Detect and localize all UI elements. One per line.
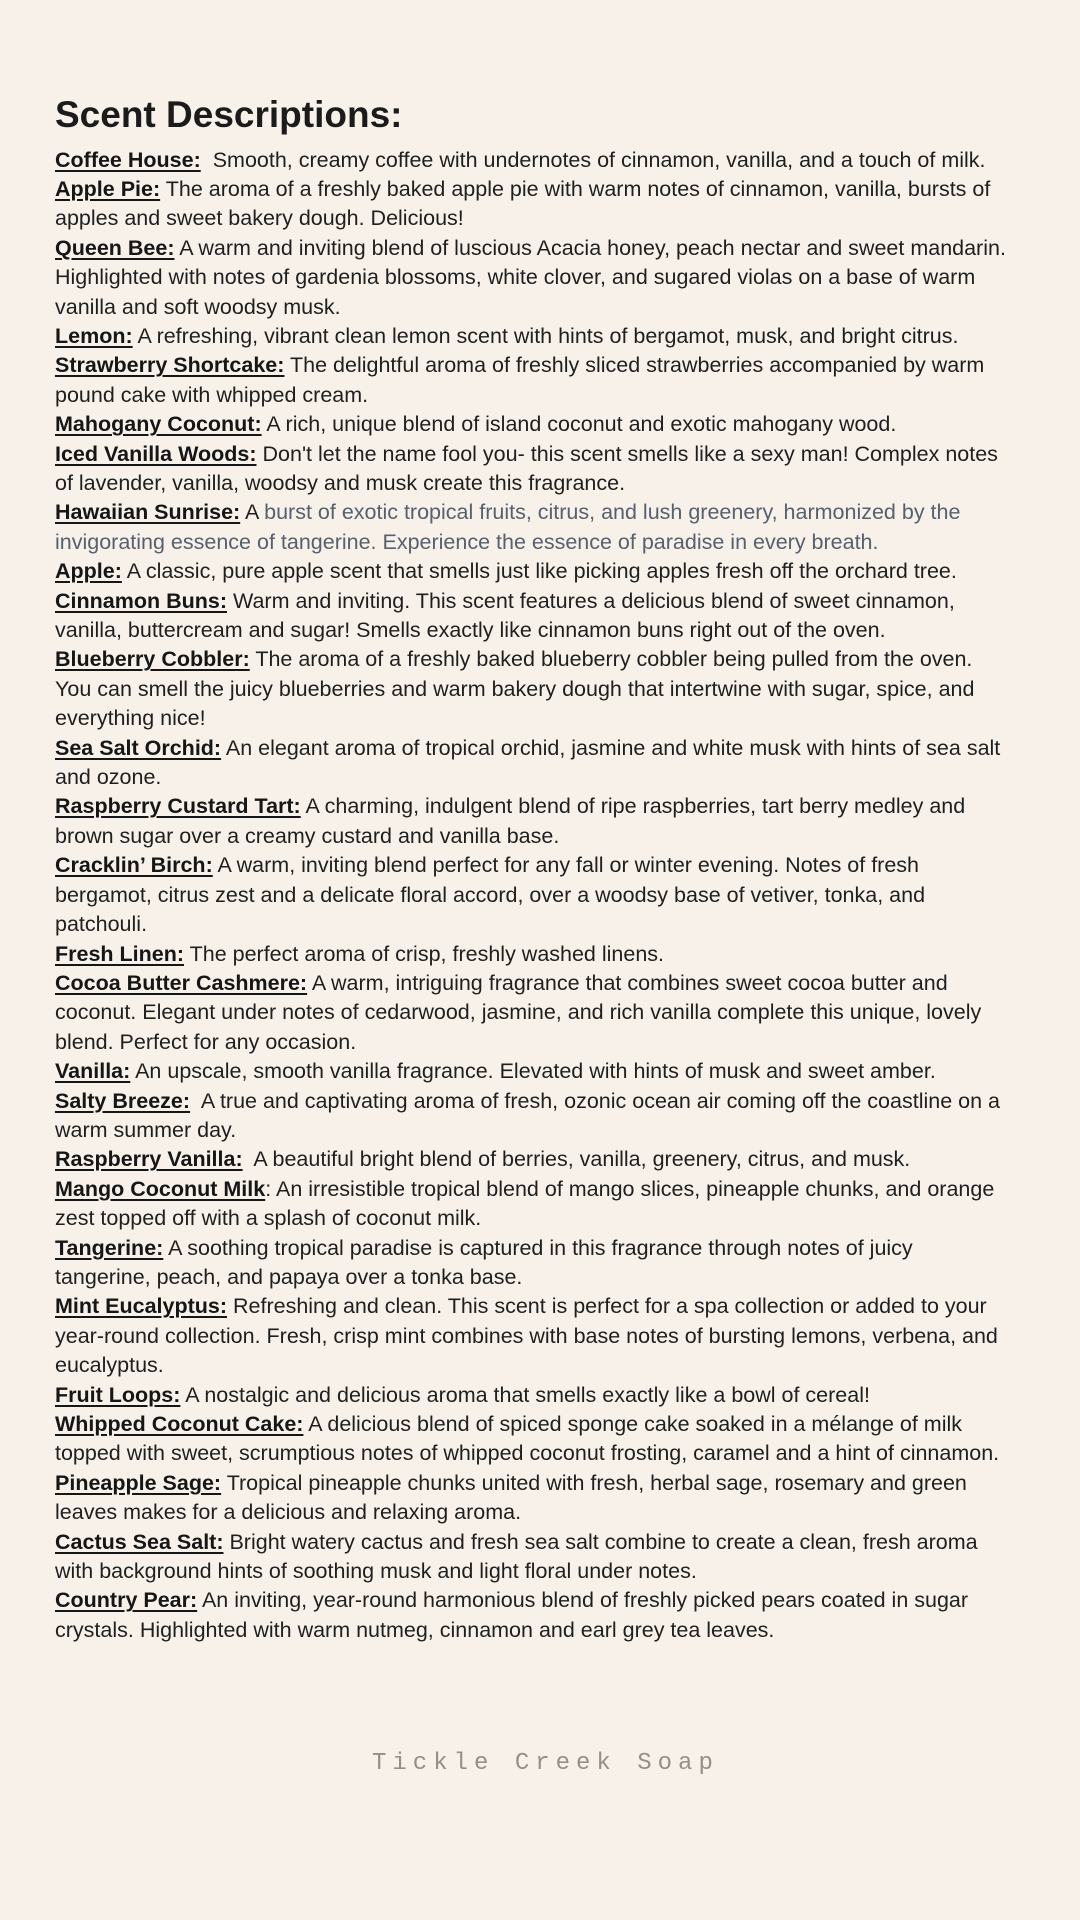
scent-entry — [55, 234, 1010, 322]
scent-description: burst of exotic tropical fruits, citrus, and lush greenery, harmonized by the invigorating essence of tangerine. Experience the essence of paradise in every breath. — [55, 500, 967, 554]
scent-description: An elegant aroma of tropical orchid, jasmine and white musk with hints of sea salt and ozone. — [55, 735, 1007, 790]
scent-entry — [55, 734, 1010, 793]
scent-description: Don't let the name fool you- this scent smells like a sexy man! Complex notes of lavender, vanilla, woodsy and musk create this fragrance. — [55, 441, 1004, 496]
scent-entry — [55, 1586, 1010, 1645]
scent-entry — [55, 322, 1010, 351]
scent-name: Fresh Linen: — [55, 941, 185, 966]
scent-entry — [55, 851, 1010, 939]
scent-description: A true and captivating aroma of fresh, ozonic ocean air coming off the coastline on a warm summer day. — [55, 1088, 1006, 1142]
scent-name: Hawaiian Sunrise: — [55, 500, 241, 525]
scent-entry — [55, 1410, 1010, 1469]
scent-name: Blueberry Cobbler: — [55, 647, 250, 672]
scent-entry — [55, 940, 1010, 969]
scent-name: Cinnamon Buns: — [55, 588, 227, 613]
scent-description: A warm, intriguing fragrance that combines sweet cocoa butter and coconut. Elegant under notes of cedarwood, jasmine, and rich vanilla complete this unique, lovely blend. Perfect for any occasion. — [55, 970, 988, 1054]
scent-entry — [55, 587, 1010, 646]
scent-name: Cocoa Butter Cashmere: — [55, 970, 308, 995]
scent-name: Mint Eucalyptus: — [55, 1294, 228, 1319]
scent-list — [55, 146, 1010, 1646]
scent-description: The aroma of a freshly baked apple pie with warm notes of cinnamon, vanilla, bursts of apples and sweet bakery dough. Delicious! — [55, 176, 997, 231]
scent-name: Mango Coconut Milk — [55, 1176, 266, 1201]
scent-entry: Mango Coconut Milk: An irresistible tropical blend of mango slices, pineapple chunks, and orange zest topped off with a splash of coconut milk. — [55, 1176, 1001, 1231]
scent-name: Tangerine: — [55, 1235, 164, 1260]
scent-description: A classic, pure apple scent that smells just like picking apples fresh off the orchard tree. — [126, 559, 957, 584]
scent-name: Raspberry Custard Tart: — [55, 794, 301, 819]
scent-name: Salty Breeze: — [55, 1088, 191, 1113]
scent-description: An upscale, smooth vanilla fragrance. Elevated with hints of musk and sweet amber. — [135, 1059, 936, 1084]
scent-entry — [55, 410, 1010, 439]
scent-name: Lemon: — [55, 323, 133, 348]
scent-description: A refreshing, vibrant clean lemon scent with hints of bergamot, musk, and bright citrus. — [137, 323, 959, 348]
scent-name: Cactus Sea Salt: — [55, 1529, 224, 1554]
scent-name: Pineapple Sage: — [55, 1470, 222, 1495]
scent-name: Raspberry Vanilla: — [55, 1147, 243, 1172]
scent-entry — [55, 1145, 1010, 1174]
scent-description: A warm and inviting blend of luscious Acacia honey, peach nectar and sweet mandarin. Highlighted with notes of gardenia blossoms, white clover, and sugared violas on a base of warm vanilla and soft woodsy musk. — [55, 235, 1012, 319]
scent-entry — [55, 792, 1010, 851]
scent-entry — [55, 969, 1010, 1057]
scent-description: An irresistible tropical blend of mango slices, pineapple chunks, and orange zest topped off with a splash of coconut milk. — [55, 1176, 1001, 1231]
scent-name: Fruit Loops: — [55, 1382, 181, 1407]
scent-description: An inviting, year-round harmonious blend of freshly picked pears coated in sugar crystals. Highlighted with warm nutmeg, cinnamon and earl grey tea leaves. — [55, 1588, 975, 1642]
scent-entry — [55, 175, 1010, 234]
scent-description: A warm, inviting blend perfect for any fall or winter evening. Notes of fresh bergamot, citrus zest and a delicate floral accord, over a woodsy base of vetiver, tonka, and patchouli. — [55, 853, 932, 937]
scent-name: Whipped Coconut Cake: — [55, 1412, 304, 1437]
scent-description: A beautiful bright blend of berries, vanilla, greenery, citrus, and musk. — [253, 1147, 911, 1172]
watermark-text: Tickle Creek Soap — [372, 1750, 719, 1777]
scent-entry — [55, 1469, 1010, 1528]
scent-description: Refreshing and clean. This scent is perfect for a spa collection or added to your year-round collection. Fresh, crisp mint combines with base notes of bursting lemons, verbena, and eucalyptus. — [55, 1294, 1004, 1378]
scent-description: Warm and inviting. This scent features a delicious blend of sweet cinnamon, vanilla, buttercream and sugar! Smells exactly like cinnamon buns right out of the oven. — [55, 588, 961, 643]
scent-description: Smooth, creamy coffee with undernotes of cinnamon, vanilla, and a touch of milk. — [212, 147, 986, 172]
scent-description: A rich, unique blend of island coconut and exotic mahogany wood. — [266, 412, 897, 437]
scent-entry: Hawaiian Sunrise: A burst of exotic tropical fruits, citrus, and lush greenery, harmonized by the invigorating essence of tangerine. Experience the essence of paradise in every breath. — [55, 500, 967, 554]
scent-entry — [55, 1057, 1010, 1086]
scent-name: Country Pear: — [55, 1588, 198, 1613]
scent-name: Queen Bee: — [55, 235, 175, 260]
scent-entry — [55, 1234, 1010, 1293]
scent-entry — [55, 1528, 1010, 1587]
scent-entry — [55, 645, 1010, 733]
scent-name: Sea Salt Orchid: — [55, 735, 222, 760]
scent-name: Strawberry Shortcake: — [55, 353, 285, 378]
scent-description: A soothing tropical paradise is captured in this fragrance through notes of juicy tangerine, peach, and papaya over a tonka base. — [55, 1235, 919, 1289]
scent-entry — [55, 351, 1010, 410]
scent-name: Cracklin’ Birch: — [55, 853, 213, 878]
scent-name: Vanilla: — [55, 1059, 131, 1084]
scent-description: Bright watery cactus and fresh sea salt combine to create a clean, fresh aroma with background hints of soothing musk and light floral under notes. — [55, 1529, 984, 1584]
scent-description: The aroma of a freshly baked blueberry cobbler being pulled from the oven. You can smell the juicy blueberries and warm bakery dough that intertwine with sugar, spice, and everything nice! — [55, 647, 981, 731]
scent-description: The perfect aroma of crisp, freshly washed linens. — [189, 941, 665, 966]
scent-name: Mahogany Coconut: — [55, 412, 262, 437]
scent-name: Apple: — [55, 559, 122, 584]
scent-description: Tropical pineapple chunks united with fresh, herbal sage, rosemary and green leaves makes for a delicious and relaxing aroma. — [55, 1470, 973, 1525]
scent-description: The delightful aroma of freshly sliced strawberries accompanied by warm pound cake with whipped cream. — [55, 353, 991, 407]
scent-entry — [55, 1381, 1010, 1410]
page-title: Scent Descriptions: — [55, 94, 403, 135]
scent-entry — [55, 146, 1010, 175]
scent-description: A charming, indulgent blend of ripe raspberries, tart berry medley and brown sugar over a creamy custard and vanilla base. — [55, 794, 972, 848]
scent-description: A nostalgic and delicious aroma that smells exactly like a bowl of cereal! — [185, 1382, 870, 1407]
scent-name: Coffee House: — [55, 147, 201, 172]
scent-entry — [55, 1292, 1010, 1380]
scent-entry — [55, 440, 1010, 499]
scent-name: Apple Pie: — [55, 176, 161, 201]
scent-description: A delicious blend of spiced sponge cake soaked in a mélange of milk topped with sweet, scrumptious notes of whipped coconut frosting, caramel and a hint of cinnamon. — [55, 1412, 1000, 1466]
scent-entry — [55, 557, 1010, 586]
scent-name: Iced Vanilla Woods: — [55, 441, 257, 466]
scent-entry — [55, 1087, 1010, 1146]
